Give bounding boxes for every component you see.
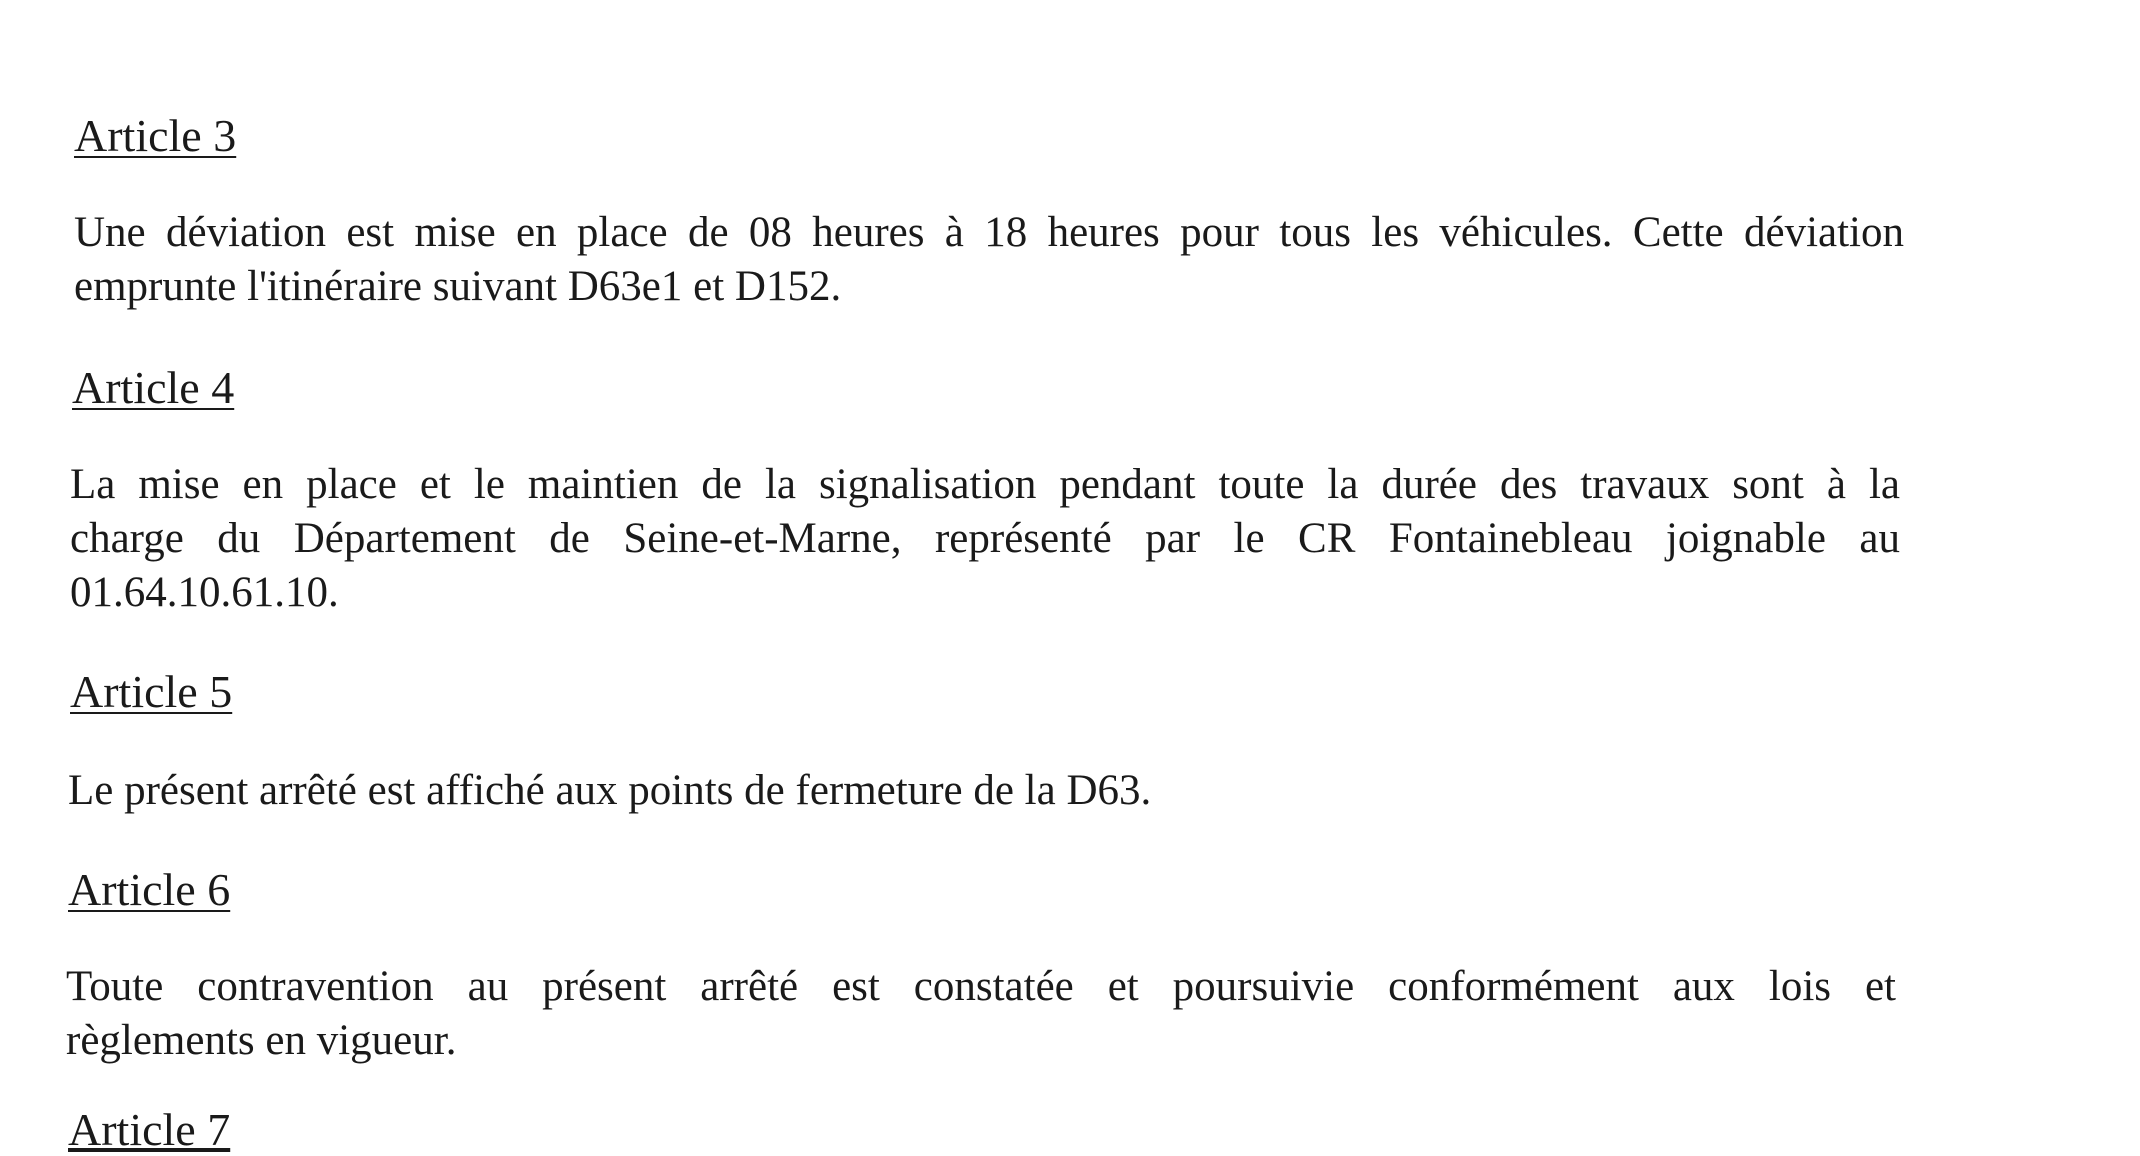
article-3-line-1: Une déviation est mise en place de 08 heures à 18 heures pour tous les véhicules. Cette déviation <box>74 209 1904 256</box>
article-5-text <box>68 764 1898 818</box>
article-3-line-2: emprunte l'itinéraire suivant D63e1 et D152. <box>74 263 842 310</box>
article-4-text <box>70 458 1900 620</box>
article-6-line-1: Toute contravention au présent arrêté est constatée et poursuivie conformément aux lois et <box>66 963 1896 1010</box>
article-4-line-3: 01.64.10.61.10. <box>70 569 339 616</box>
article-6-text <box>66 960 1896 1068</box>
article-4-line-1: La mise en place et le maintien de la signalisation pendant toute la durée des travaux sont à la <box>70 461 1900 508</box>
article-3-text <box>74 206 1904 314</box>
article-4-line-2: charge du Département de Seine-et-Marne, représenté par le CR Fontainebleau joignable au <box>70 515 1900 562</box>
article-4-heading: Article 4 <box>72 362 235 413</box>
article-5-heading: Article 5 <box>70 666 233 717</box>
article-3-heading: Article 3 <box>74 110 237 161</box>
article-5-line-1: Le présent arrêté est affiché aux points de fermeture de la D63. <box>68 767 1152 814</box>
article-6-line-2: règlements en vigueur. <box>66 1017 457 1064</box>
article-6-heading: Article 6 <box>68 864 231 915</box>
article-7-heading-partial: Article 7 <box>68 1104 231 1155</box>
